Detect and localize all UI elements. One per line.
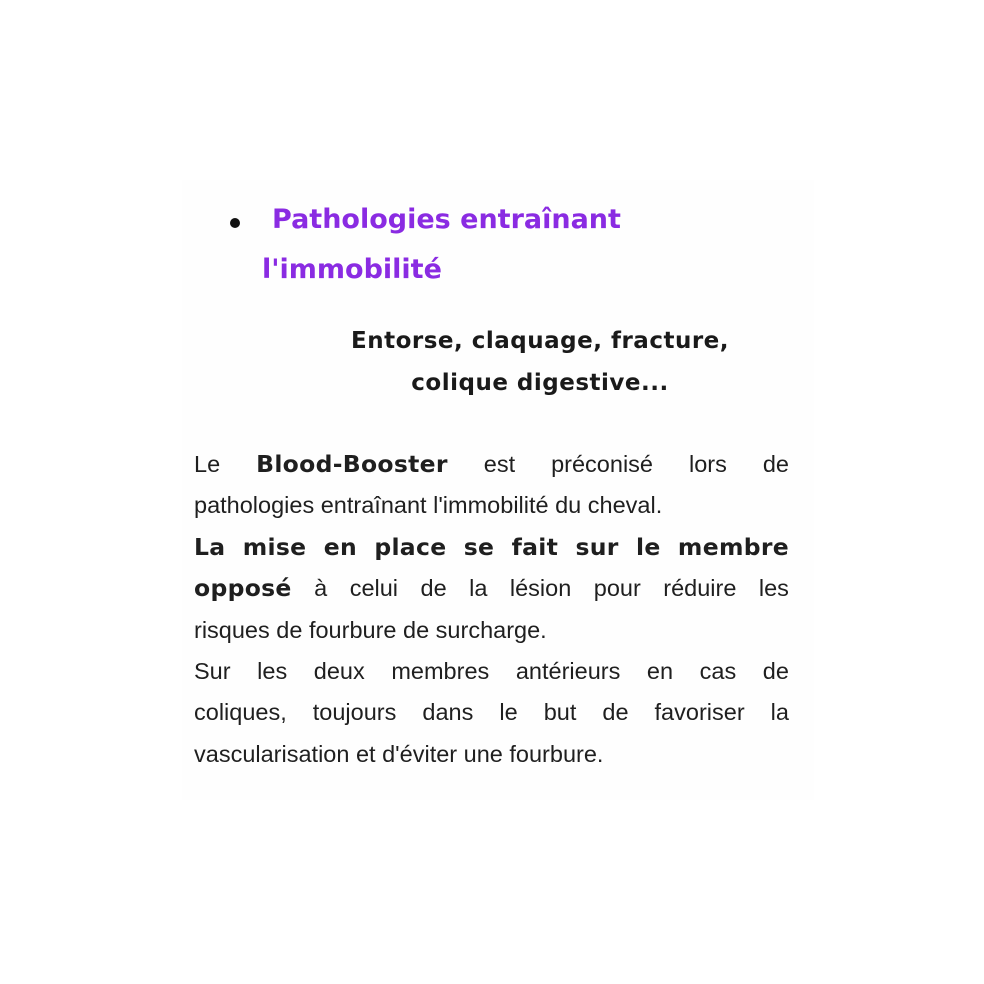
subtitle-line-1: Entorse, claquage, fracture, [350, 328, 729, 354]
heading-line-2: l'immobilité [262, 254, 442, 285]
word: dans [422, 699, 474, 726]
body-line-8: vascularisation et d'éviter une fourbure. [194, 740, 604, 767]
word: coliques, [194, 699, 287, 726]
word: deux [313, 657, 365, 684]
word: en [323, 532, 358, 561]
word: membres [391, 657, 490, 684]
body-paragraph [194, 444, 789, 775]
word: Le [194, 451, 221, 477]
body-line-6 [194, 651, 789, 692]
word: place [374, 532, 447, 561]
word: antérieurs [515, 657, 621, 684]
body-line-3 [194, 527, 789, 568]
word: opposé [194, 574, 292, 603]
body-line-4 [194, 568, 789, 609]
word: fait [511, 532, 559, 561]
word: de [420, 575, 447, 602]
word: le [499, 699, 518, 726]
word: favoriser [654, 699, 745, 726]
word: se [463, 532, 495, 561]
word: lors [688, 451, 727, 477]
word: de [602, 699, 629, 726]
word: pour [593, 575, 641, 602]
product-name: Blood-Booster [256, 450, 448, 478]
word: les [257, 657, 288, 684]
pathology-examples [300, 320, 780, 404]
word: le [636, 532, 661, 561]
word: mise [242, 532, 307, 561]
body-line-7 [194, 692, 789, 733]
body-line-2: pathologies entraînant l'immobilité du cheval. [194, 492, 663, 519]
word: toujours [312, 699, 397, 726]
bullet-icon [230, 218, 240, 228]
word: en [646, 657, 674, 684]
word: de [762, 451, 789, 477]
word: la [770, 699, 789, 726]
word: but [543, 699, 577, 726]
word: lésion [509, 575, 572, 602]
word: La [194, 532, 226, 561]
word: sur [575, 532, 619, 561]
word: membre [677, 532, 789, 561]
heading-line-1: Pathologies entraînant [272, 204, 621, 235]
word: celui [349, 575, 399, 602]
word: préconisé [551, 451, 653, 477]
body-line-5: risques de fourbure de surcharge. [194, 616, 547, 643]
word: à [314, 575, 328, 602]
word: Sur [194, 657, 231, 684]
word: la [469, 575, 488, 602]
word: les [758, 575, 789, 602]
word: réduire [663, 575, 737, 602]
word: est [483, 451, 516, 477]
word: de [762, 657, 789, 684]
word: cas [699, 657, 737, 684]
subtitle-line-2: colique digestive... [411, 370, 669, 396]
body-line-1 [194, 444, 789, 485]
